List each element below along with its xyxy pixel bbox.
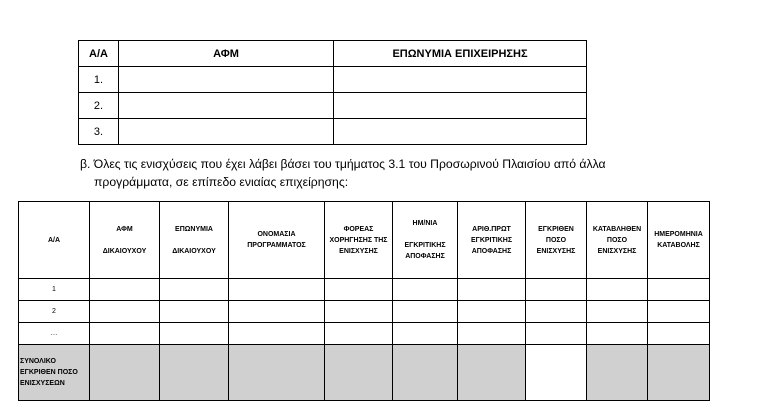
header-decision-date: ΗΜ/ΝΙΑ ΕΓΚΡΙΤΙΚΗΣ ΑΠΟΦΑΣΗΣ <box>393 202 458 279</box>
header-company-name: ΕΠΩΝΥΜΙΑ ΕΠΙΧΕΙΡΗΣΗΣ <box>334 41 587 67</box>
row-number: 3. <box>79 119 119 145</box>
total-label: ΣΥΝΟΛΙΚΟ ΕΓΚΡΙΘΕΝ ΠΟΣΟ ΕΝΙΣΧΥΣΕΩΝ <box>19 345 90 401</box>
decision-date-cell[interactable] <box>393 301 458 323</box>
granting-body-cell[interactable] <box>325 279 393 301</box>
beneficiary-name-cell[interactable] <box>160 323 229 345</box>
shaded-cell <box>458 345 526 401</box>
paid-amount-cell[interactable] <box>587 323 648 345</box>
aid-table <box>18 201 710 401</box>
header-aa: Α/Α <box>79 41 119 67</box>
header-paid-amount: ΚΑΤΑΒΛΗΘΕΝ ΠΟΣΟ ΕΝΙΣΧΥΣΗΣ <box>587 202 648 279</box>
paid-amount-cell[interactable] <box>587 301 648 323</box>
shaded-cell <box>393 345 458 401</box>
row-number: … <box>19 323 90 345</box>
table-row <box>19 323 710 345</box>
decision-date-cell[interactable] <box>393 323 458 345</box>
afm-cell[interactable] <box>90 301 160 323</box>
payment-date-cell[interactable] <box>648 301 710 323</box>
approved-amount-cell[interactable] <box>526 301 587 323</box>
program-name-cell[interactable] <box>229 301 325 323</box>
row-number: 2. <box>79 93 119 119</box>
company-name-cell[interactable] <box>334 93 587 119</box>
afm-cell[interactable] <box>119 119 334 145</box>
protocol-number-cell[interactable] <box>458 323 526 345</box>
total-row <box>19 345 710 401</box>
header-granting-body: ΦΟΡΕΑΣ ΧΟΡΗΓΗΣΗΣ ΤΗΣ ΕΝΙΣΧΥΣΗΣ <box>325 202 393 279</box>
header-program-name: ΟΝΟΜΑΣΙΑ ΠΡΟΓΡΑΜΜΑΤΟΣ <box>229 202 325 279</box>
afm-cell[interactable] <box>90 279 160 301</box>
table-row <box>79 119 587 145</box>
company-name-cell[interactable] <box>334 67 587 93</box>
row-number: 1 <box>19 279 90 301</box>
header-afm: ΑΦΜ <box>119 41 334 67</box>
shaded-cell <box>229 345 325 401</box>
approved-amount-cell[interactable] <box>526 279 587 301</box>
decision-date-cell[interactable] <box>393 279 458 301</box>
header-approved-amount: ΕΓΚΡΙΘΕΝ ΠΟΣΟ ΕΝΙΣΧΥΣΗΣ <box>526 202 587 279</box>
beneficiary-name-cell[interactable] <box>160 279 229 301</box>
payment-date-cell[interactable] <box>648 323 710 345</box>
table-row <box>79 67 587 93</box>
granting-body-cell[interactable] <box>325 323 393 345</box>
paragraph-line-1: β. Όλες τις ενισχύσεις που έχει λάβει βάσει του τμήματος 3.1 του Προσωρινού Πλαισίου από άλλα <box>80 157 606 171</box>
program-name-cell[interactable] <box>229 279 325 301</box>
shaded-cell <box>90 345 160 401</box>
shaded-cell <box>648 345 710 401</box>
beneficiaries-table <box>78 40 587 145</box>
header-afm: ΑΦΜ ΔΙΚΑΙΟΥΧΟΥ <box>90 202 160 279</box>
beneficiary-name-cell[interactable] <box>160 301 229 323</box>
shaded-cell <box>325 345 393 401</box>
protocol-number-cell[interactable] <box>458 301 526 323</box>
table-header-row <box>19 202 710 279</box>
table-header-row <box>79 41 587 67</box>
table-row <box>79 93 587 119</box>
paragraph-line-2: προγράμματα, σε επίπεδο ενιαίας επιχείρησης: <box>94 175 349 189</box>
payment-date-cell[interactable] <box>648 279 710 301</box>
total-approved-amount-cell[interactable] <box>526 345 587 401</box>
granting-body-cell[interactable] <box>325 301 393 323</box>
protocol-number-cell[interactable] <box>458 279 526 301</box>
instruction-paragraph <box>80 155 680 191</box>
row-number: 1. <box>79 67 119 93</box>
header-protocol-number: ΑΡΙΘ.ΠΡΩΤ ΕΓΚΡΙΤΙΚΗΣ ΑΠΟΦΑΣΗΣ <box>458 202 526 279</box>
table-row <box>19 301 710 323</box>
shaded-cell <box>160 345 229 401</box>
afm-cell[interactable] <box>119 67 334 93</box>
company-name-cell[interactable] <box>334 119 587 145</box>
shaded-cell <box>587 345 648 401</box>
afm-cell[interactable] <box>90 323 160 345</box>
afm-cell[interactable] <box>119 93 334 119</box>
program-name-cell[interactable] <box>229 323 325 345</box>
header-payment-date: ΗΜΕΡΟΜΗΝΙΑ ΚΑΤΑΒΟΛΗΣ <box>648 202 710 279</box>
header-aa: Α/Α <box>19 202 90 279</box>
row-number: 2 <box>19 301 90 323</box>
header-beneficiary-name: ΕΠΩΝΥΜΙΑ ΔΙΚΑΙΟΥΧΟΥ <box>160 202 229 279</box>
paid-amount-cell[interactable] <box>587 279 648 301</box>
table-row <box>19 279 710 301</box>
approved-amount-cell[interactable] <box>526 323 587 345</box>
